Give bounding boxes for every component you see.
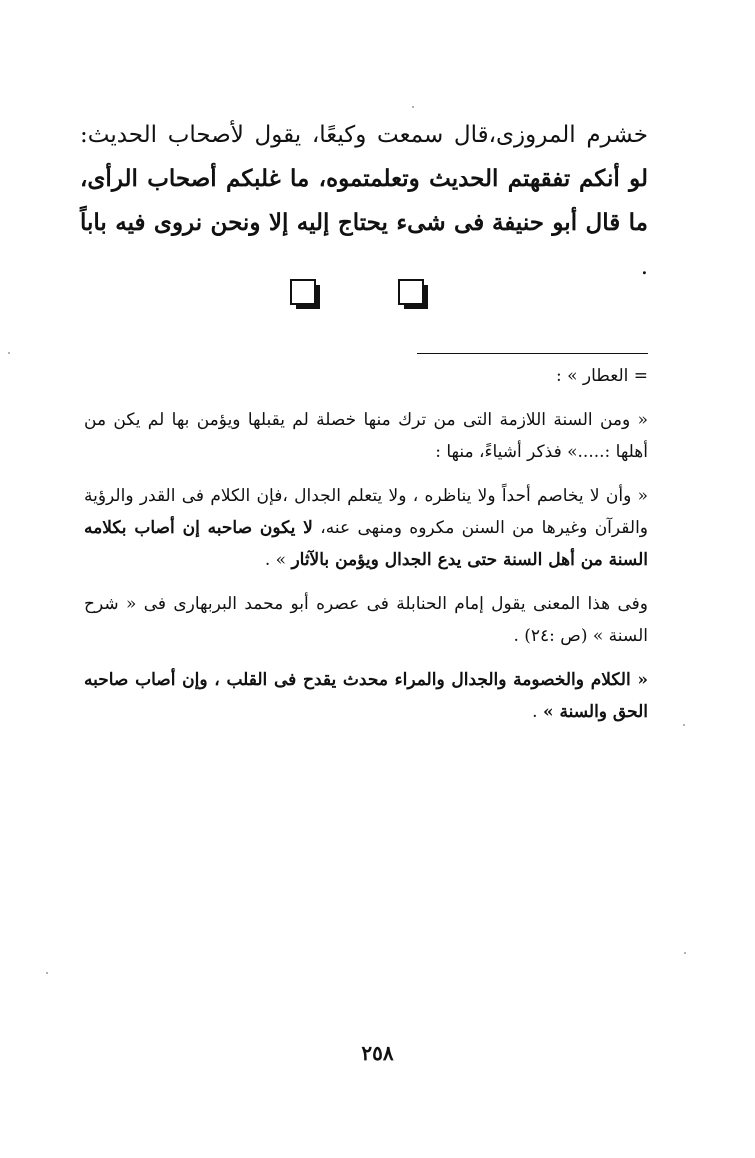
footnote-quote-debate-end: » . [264, 550, 292, 570]
main-line2-bold: تفقهتم الحديث وتعلمتموه، ما غلبكم أصحاب الرأى، ما قال أبو حنيفة [80, 165, 648, 236]
section-separator [0, 277, 755, 307]
main-line1-bold: لو أنكم [578, 165, 648, 192]
square-ornament-icon [290, 279, 316, 305]
footnote-barbahari-quote [84, 664, 648, 728]
main-line3-end: . [640, 254, 648, 280]
footnote-continuation: = العطار » : [555, 366, 648, 386]
main-paragraph [80, 113, 648, 289]
footnote-quote-debate-text: « وأن لا يخاصم أحداً ولا يناظره ، ولا يتعلم الجدال ،فإن الكلام فى القدر والرؤية والقرآن وغيرها من السنن مكروه ومنهى عنه، [84, 486, 648, 538]
square-ornament-icon [398, 279, 424, 305]
scan-speck [8, 352, 10, 354]
footnote-quote-sunnah: « ومن السنة اللازمة التى من ترك منها خصلة لم يقبلها ويؤمن بها لم يكن من أهلها :.....» فذكر أشياءً، منها : [84, 410, 648, 462]
main-line1-text: خشرم المروزى،قال سمعت وكيعًا، يقول لأصحاب الحديث: [80, 122, 648, 148]
footnote-divider [417, 353, 648, 354]
footnote-barbahari-intro: وفى هذا المعنى يقول إمام الحنابلة فى عصره أبو محمد البربهارى فى « شرح السنة » (ص :٢٤) . [84, 594, 648, 646]
scan-speck [412, 106, 414, 108]
footnote-barbahari-quote-bold: « الكلام والخصومة والجدال والمراء محدث يقدح فى القلب ، وإن أصاب صاحبه الحق والسنة » [84, 670, 648, 722]
footnote-quote-debate [84, 480, 648, 576]
footnote-quote-debate-bold: لا يكون صاحبه إن أصاب بكلامه السنة من أهل السنة حتى يدع الجدال ويؤمن بالآثار [84, 518, 648, 570]
main-line3-bold: فى شىء يحتاج إليه إلا ونحن نروى فيه باباً [80, 209, 485, 236]
scan-speck [46, 972, 48, 974]
scan-speck [684, 952, 686, 954]
page-number: ٢٥٨ [361, 1041, 394, 1065]
footnotes [84, 360, 648, 728]
footnote-barbahari-quote-end: . [532, 702, 543, 722]
scan-speck [683, 724, 685, 726]
